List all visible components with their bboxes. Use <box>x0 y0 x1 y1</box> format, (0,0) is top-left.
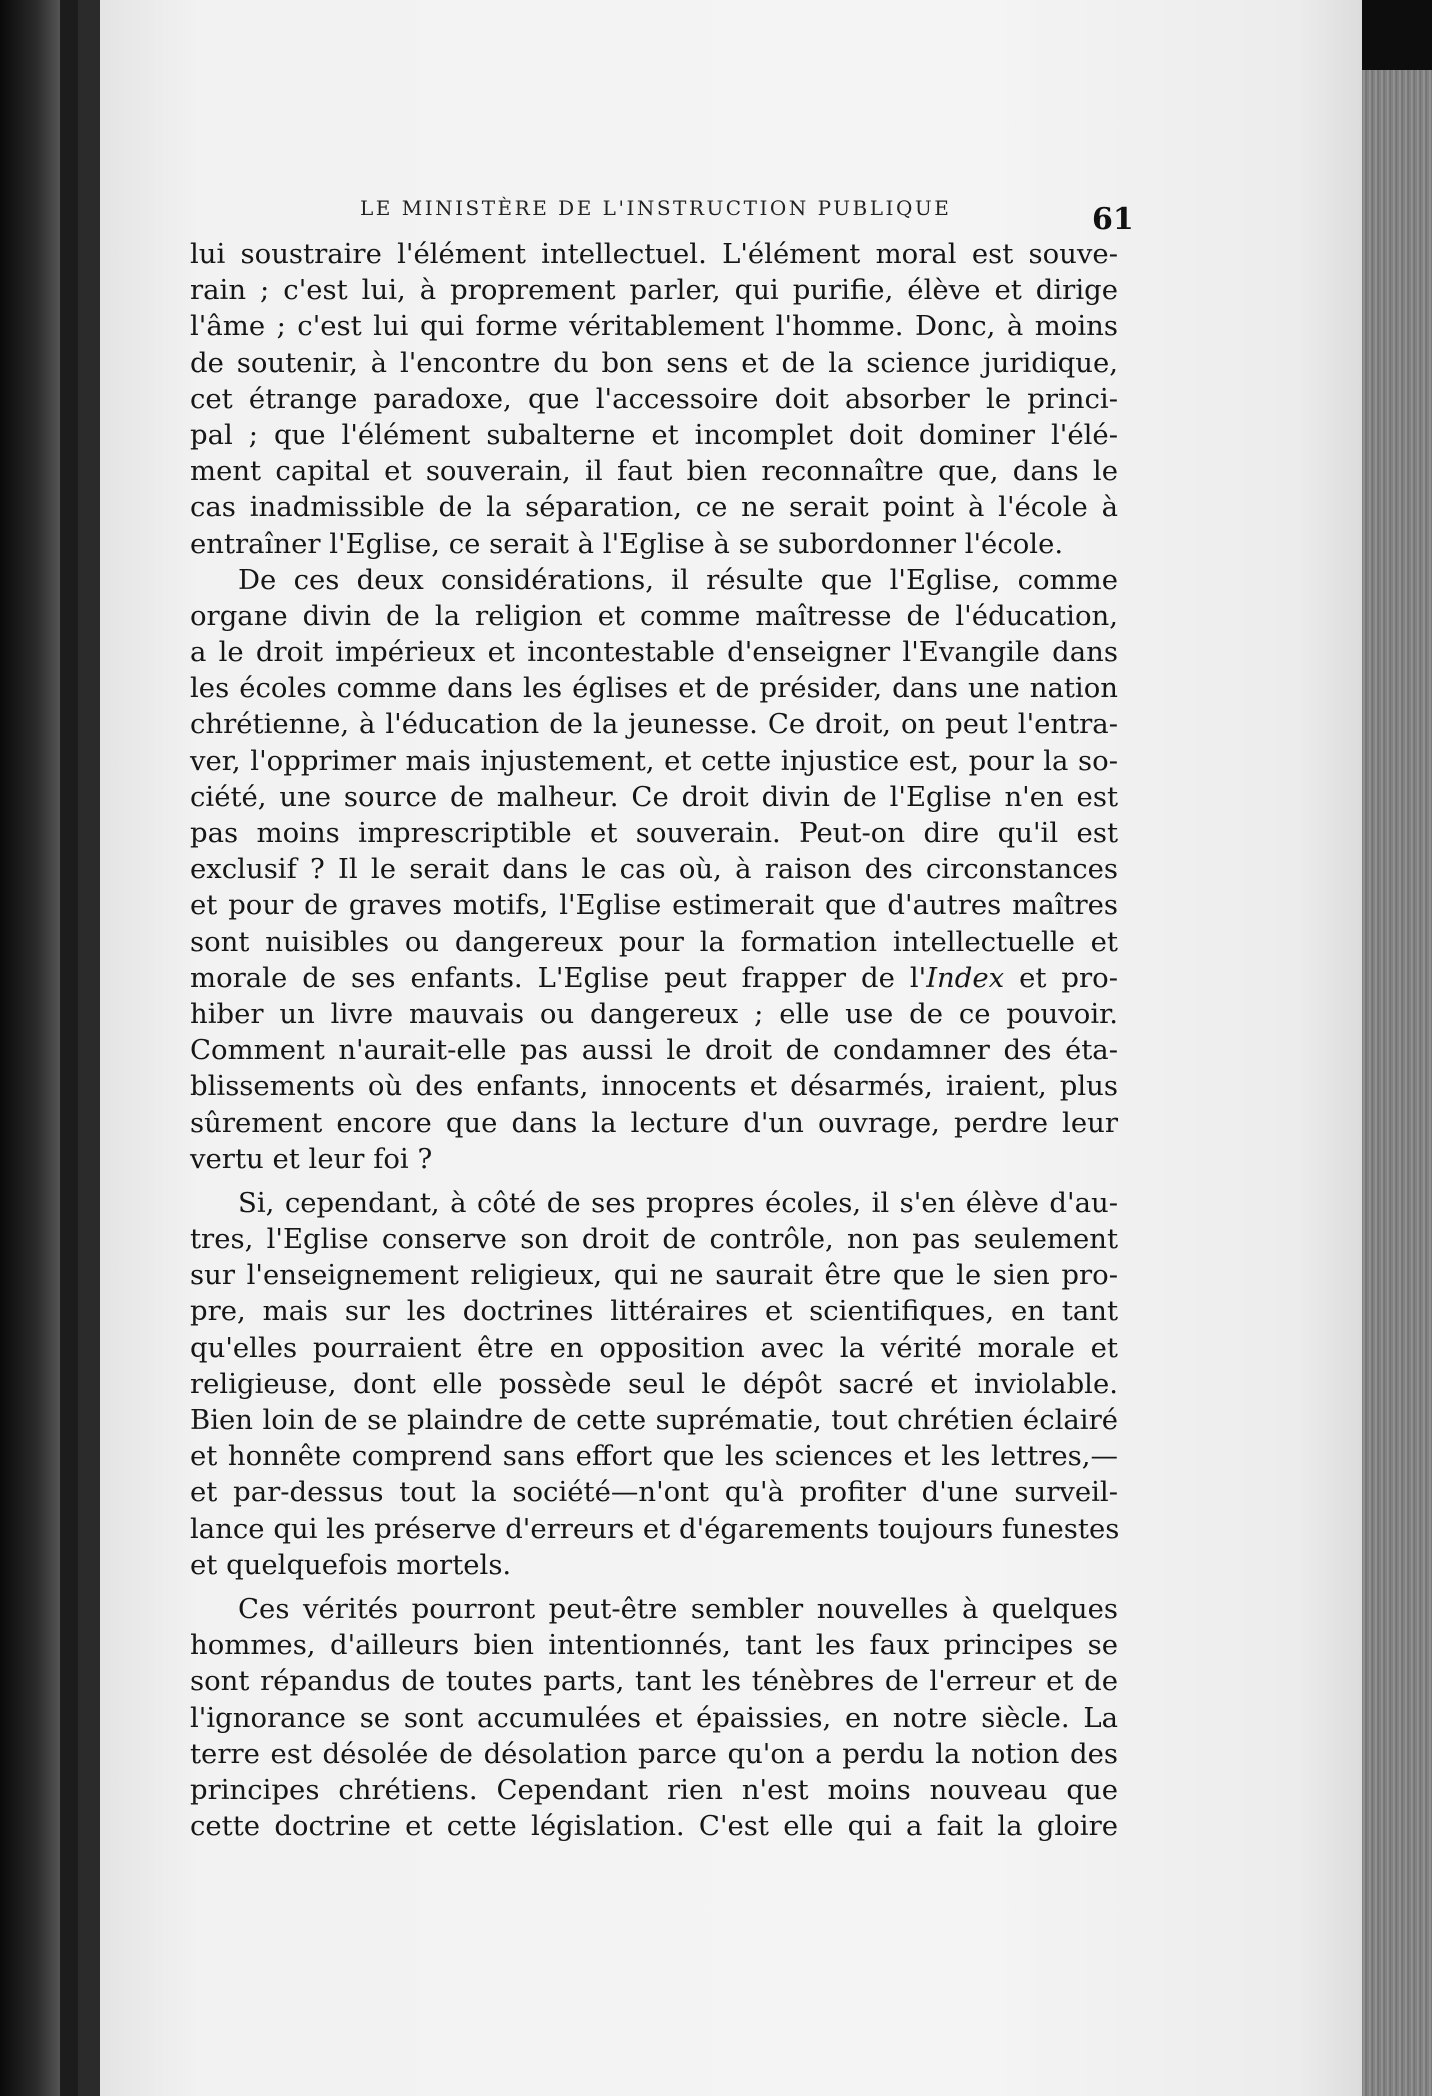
text-line: l'ignorance se sont accumulées et épaissies, en notre siècle. La <box>190 1701 1118 1734</box>
text-line: exclusif ? Il le serait dans le cas où, à raison des circonstances <box>190 853 1118 886</box>
book-gutter <box>78 0 100 2096</box>
text-line: cette doctrine et cette législation. C'est elle qui a fait la gloire <box>190 1810 1118 1843</box>
text-line: et honnête comprend sans effort que les sciences et les lettres,— <box>190 1440 1118 1473</box>
paragraph-4 <box>190 1591 1118 1844</box>
text-line: et quelquefois mortels. <box>190 1548 512 1581</box>
text-line: sûrement encore que dans la lecture d'un ouvrage, perdre leur <box>190 1106 1118 1139</box>
text-line: principes chrétiens. Cependant rien n'est moins nouveau que <box>190 1773 1118 1806</box>
text-line: rain ; c'est lui, à proprement parler, qui purifie, élève et dirige <box>190 274 1118 307</box>
text-line: lui soustraire l'élément intellectuel. L'élément moral est souve- <box>190 238 1118 270</box>
paragraph-1 <box>190 236 1118 562</box>
text-line: blissements où des enfants, innocents et désarmés, iraient, plus <box>190 1070 1118 1103</box>
text-line: ciété, une source de malheur. Ce droit divin de l'Eglise n'en est <box>190 780 1118 813</box>
text-line: l'âme ; c'est lui qui forme véritablement l'homme. Donc, à moins <box>190 310 1118 343</box>
text-line: terre est désolée de désolation parce qu'on a perdu la notion des <box>190 1737 1118 1770</box>
text-line: religieuse, dont elle possède seul le dépôt sacré et inviolable. <box>190 1367 1118 1400</box>
body-text <box>190 236 1118 1844</box>
text-line: chrétienne, à l'éducation de la jeunesse. Ce droit, on peut l'entra- <box>190 708 1118 741</box>
text-line: Comment n'aurait-elle pas aussi le droit de condamner des éta- <box>190 1034 1118 1067</box>
paragraph-3 <box>190 1185 1118 1583</box>
text-line: Si, cependant, à côté de ses propres écoles, il s'en élève d'au- <box>238 1186 1118 1219</box>
text-line: sont répandus de toutes parts, tant les ténèbres de l'erreur et de <box>190 1665 1118 1698</box>
text-line: et pour de graves motifs, l'Eglise estimerait que d'autres maîtres <box>190 889 1118 922</box>
text-line: qu'elles pourraient être en opposition avec la vérité morale et <box>190 1331 1118 1364</box>
book-spine-shadow <box>0 0 60 2096</box>
text-line: De ces deux considérations, il résulte que l'Eglise, comme <box>238 563 1118 596</box>
text-line: cet étrange paradoxe, que l'accessoire doit absorber le princi- <box>190 382 1118 415</box>
text-line: sur l'enseignement religieux, qui ne saurait être que le sien pro- <box>190 1259 1118 1292</box>
text-line: sont nuisibles ou dangereux pour la formation intellectuelle et <box>190 925 1118 958</box>
scan-background <box>1362 0 1432 70</box>
running-header: LE MINISTÈRE DE L'INSTRUCTION PUBLIQUE <box>360 196 952 220</box>
text-line: hommes, d'ailleurs bien intentionnés, tant les faux principes se <box>190 1629 1118 1662</box>
text-line: de soutenir, à l'encontre du bon sens et de la science juridique, <box>190 346 1118 379</box>
page-number: 61 <box>1092 202 1134 237</box>
text-line: cas inadmissible de la séparation, ce ne serait point à l'école à <box>190 491 1118 524</box>
text-line: lance qui les préserve d'erreurs et d'égarements toujours funestes <box>190 1512 1120 1545</box>
text-line: hiber un livre mauvais ou dangereux ; elle use de ce pouvoir. <box>190 997 1118 1030</box>
text-line: a le droit impérieux et incontestable d'enseigner l'Evangile dans <box>190 636 1118 669</box>
text-line: entraîner l'Eglise, ce serait à l'Eglise à se subordonner l'école. <box>190 527 1064 560</box>
text-line: et par-dessus tout la société—n'ont qu'à profiter d'une surveil- <box>190 1476 1118 1509</box>
index-word: Index <box>926 961 1005 994</box>
text-segment: et pro- <box>1004 961 1118 994</box>
text-line: pal ; que l'élément subalterne et incomplet doit dominer l'élé- <box>190 418 1118 451</box>
text-line: les écoles comme dans les églises et de présider, dans une nation <box>190 672 1118 705</box>
text-line: tres, l'Eglise conserve son droit de contrôle, non pas seulement <box>190 1223 1118 1256</box>
text-line: organe divin de la religion et comme maîtresse de l'éducation, <box>190 599 1118 632</box>
text-line-index <box>190 960 1118 996</box>
paragraph-2 <box>190 562 1118 1177</box>
text-line: vertu et leur foi ? <box>190 1142 433 1175</box>
text-line: Ces vérités pourront peut-être sembler nouvelles à quelques <box>238 1592 1118 1625</box>
text-line: ver, l'opprimer mais injustement, et cette injustice est, pour la so- <box>190 744 1118 777</box>
text-line: pre, mais sur les doctrines littéraires et scientifiques, en tant <box>190 1295 1118 1328</box>
text-line: pas moins imprescriptible et souverain. Peut-on dire qu'il est <box>190 817 1118 849</box>
text-segment: morale de ses enfants. L'Eglise peut frapper de l' <box>190 961 927 994</box>
page-edges <box>1362 70 1432 2096</box>
text-line: ment capital et souverain, il faut bien reconnaître que, dans le <box>190 455 1118 488</box>
text-line: Bien loin de se plaindre de cette suprématie, tout chrétien éclairé <box>190 1404 1118 1436</box>
